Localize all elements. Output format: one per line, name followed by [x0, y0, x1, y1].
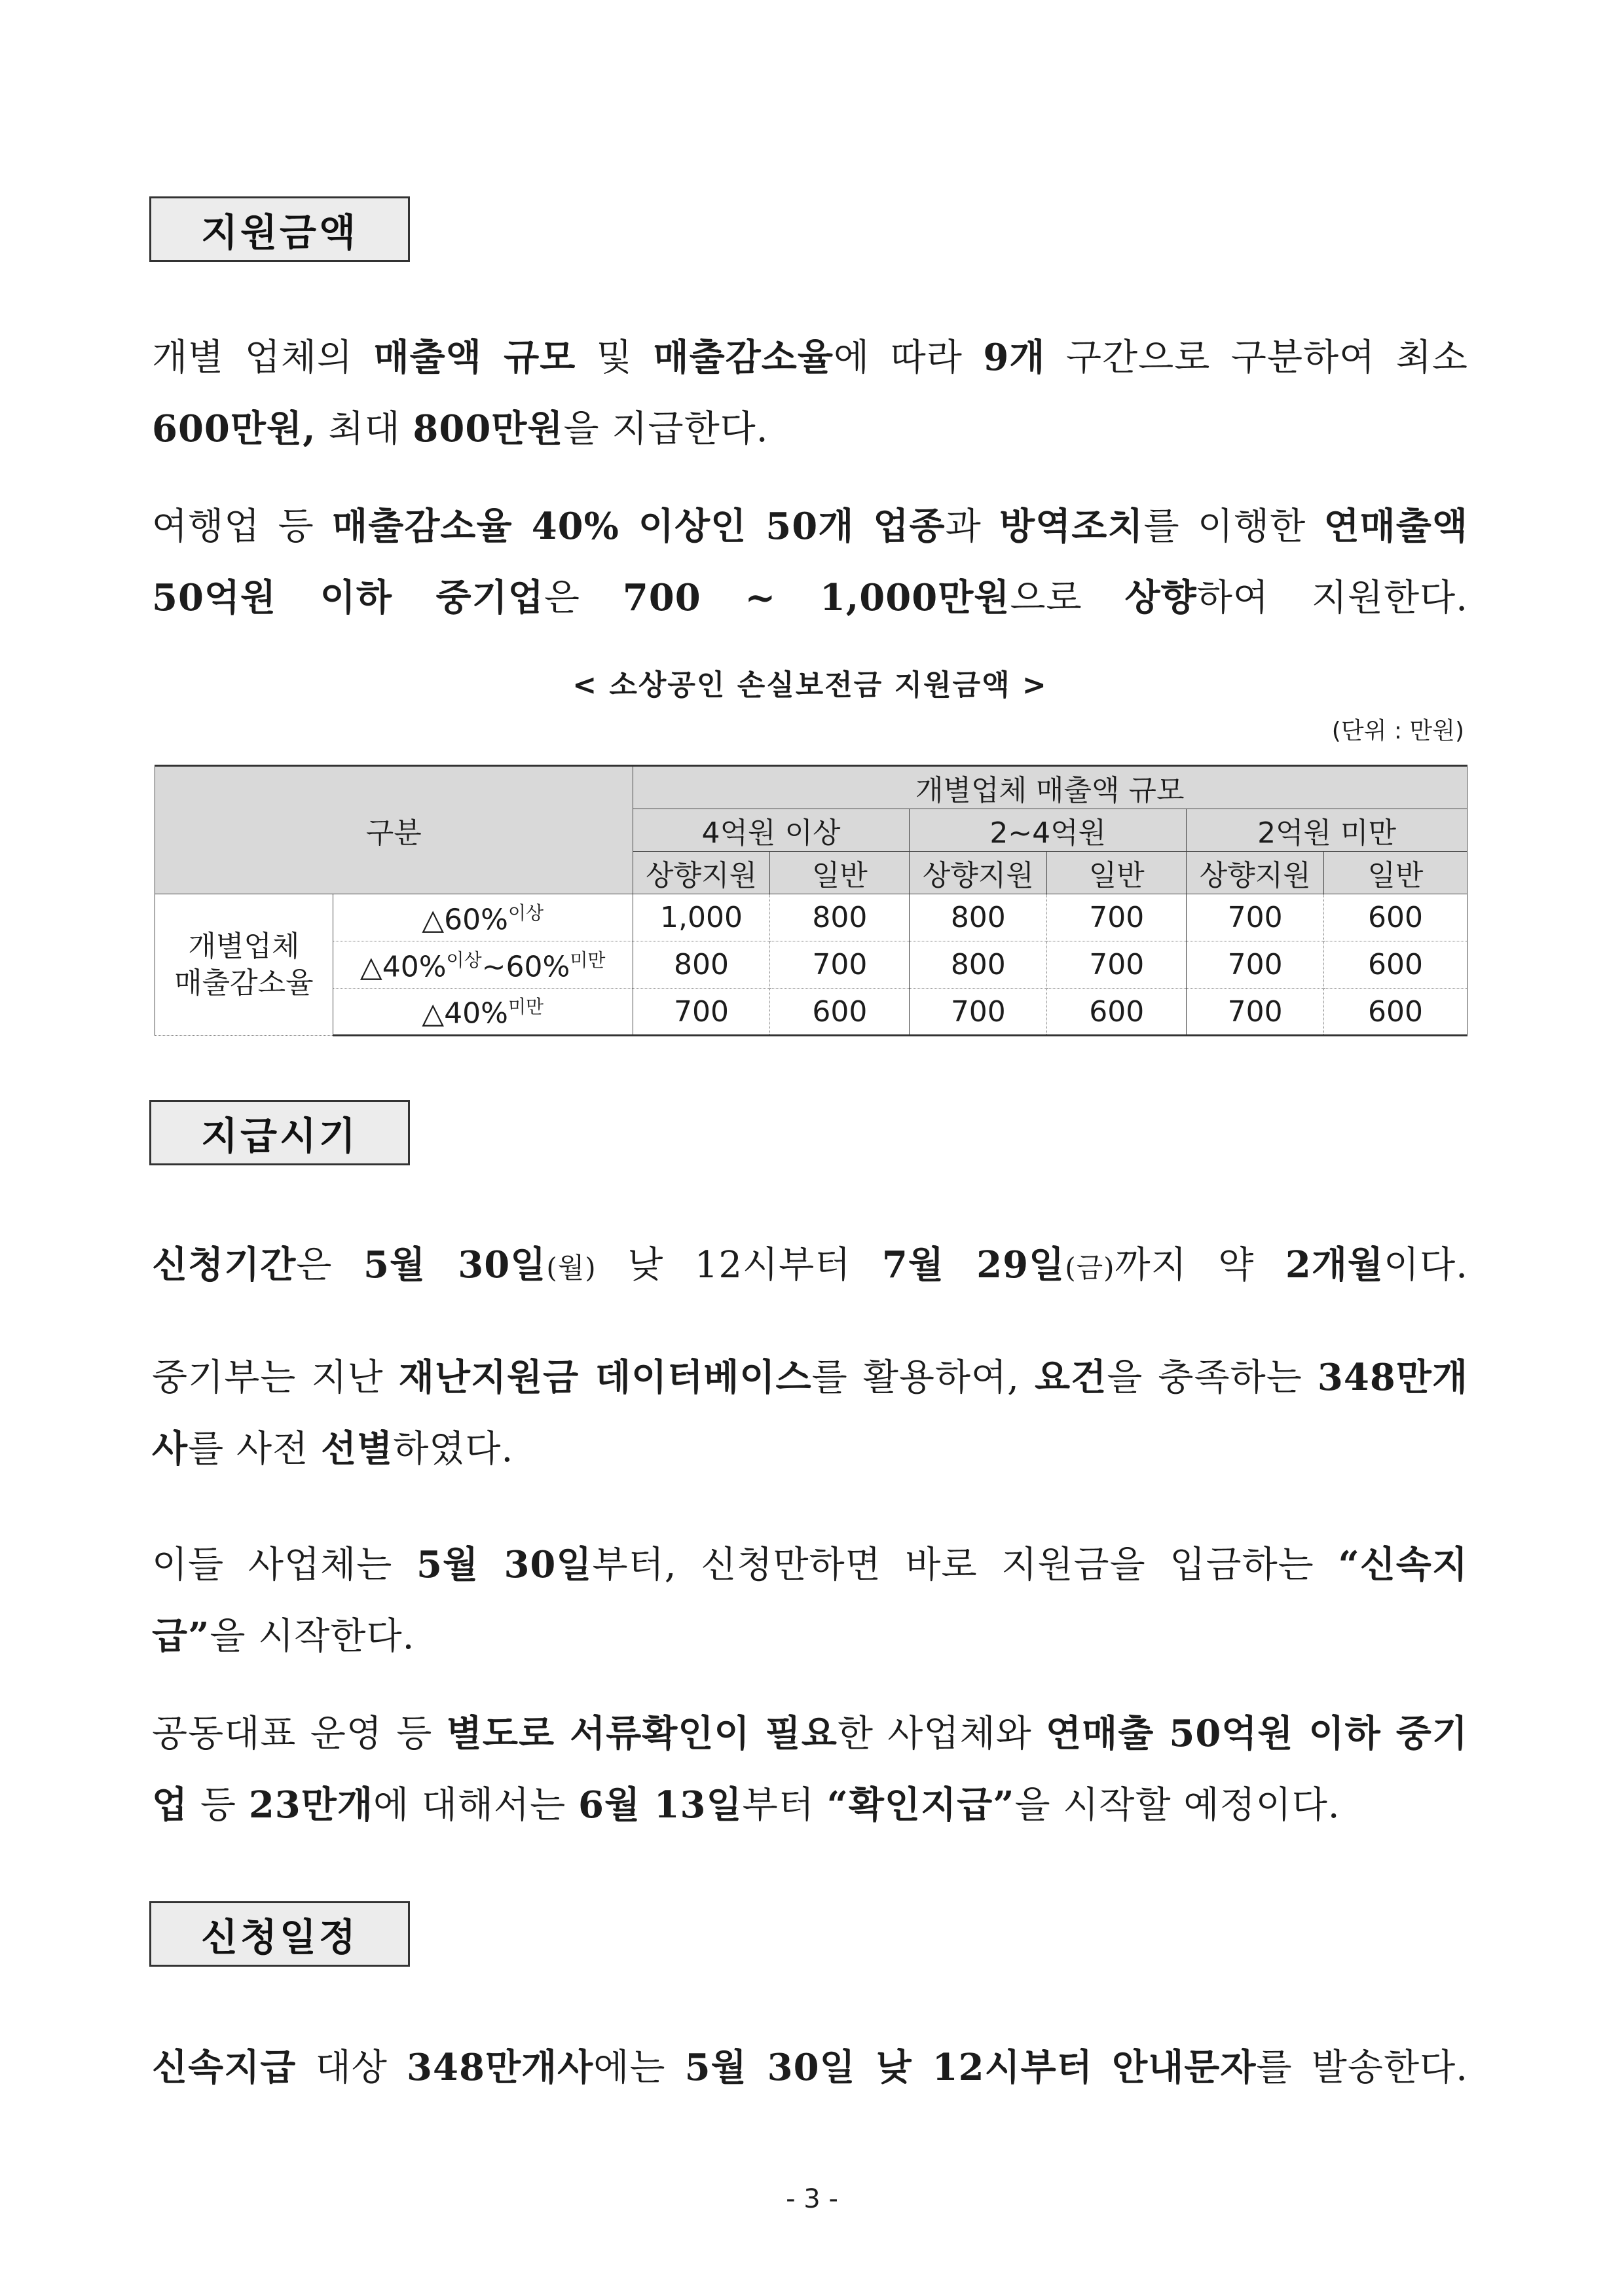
table-cell: 600: [1324, 894, 1467, 941]
timing-paragraph-1: 신청기간은 5월 30일(월) 낮 12시부터 7월 29일(금)까지 약 2개월이다.: [152, 1243, 1469, 1286]
support-amount-table: [155, 765, 1467, 1036]
table-row: [155, 989, 1467, 1036]
table-cell: 800: [910, 894, 1047, 941]
table-subheader-up: 상향지원: [633, 852, 770, 894]
table-cell: 800: [910, 941, 1047, 989]
table-cell: 700: [1047, 941, 1187, 989]
table-cell: 700: [1187, 989, 1324, 1036]
table-cell: 600: [1047, 989, 1187, 1036]
table-cell: 800: [633, 941, 770, 989]
section-heading-schedule-label: 신청일정: [200, 1915, 359, 1959]
table-cell: 700: [633, 989, 770, 1036]
row-label: △60%$^{이상}$: [333, 894, 633, 941]
section-heading-amount: [149, 196, 410, 262]
table-cell: 600: [770, 989, 910, 1036]
section-heading-timing: [149, 1100, 410, 1165]
page-number: - 3 -: [786, 2184, 838, 2214]
section-heading-schedule: [149, 1901, 410, 1967]
schedule-paragraph-1: 신속지급 대상 348만개사에는 5월 30일 낮 12시부터 안내문자를 발송한다.: [152, 2046, 1468, 2089]
table-cell: 1,000: [633, 894, 770, 941]
table-row: [155, 894, 1467, 941]
table-cell: 700: [1187, 941, 1324, 989]
amount-paragraph-2: 여행업 등 매출감소율 40% 이상인 50개 업종과 방역조치를 이행한 연매출액 50억원 이하 중기업은 700 ~ 1,000만원으로 상향하여 지원한다.: [152, 505, 1469, 619]
table-top-header: 개별업체 매출액 규모: [633, 766, 1467, 809]
amount-paragraph-1: 개별 업체의 매출액 규모 및 매출감소율에 따라 9개 구간으로 구분하여 최소 600만원, 최대 800만원을 지급한다.: [152, 336, 1468, 450]
table-group-header: 2~4억원: [910, 809, 1187, 852]
section-heading-timing-label: 지급시기: [200, 1114, 359, 1158]
table-subheader-general: 일반: [1324, 852, 1467, 894]
table-cell: 700: [1187, 894, 1324, 941]
table-group-header: 2억원 미만: [1187, 809, 1467, 852]
timing-paragraph-4: 공동대표 운영 등 별도로 서류확인이 필요한 사업체와 연매출 50억원 이하 중기업 등 23만개에 대해서는 6월 13일부터 “확인지급”을 시작할 예정이다.: [152, 1712, 1468, 1827]
row-label: △40%$^{미만}$: [333, 989, 633, 1036]
table-subheader-general: 일반: [770, 852, 910, 894]
table-subheader-general: 일반: [1047, 852, 1187, 894]
table-cell: 700: [770, 941, 910, 989]
row-label: △40%$^{이상}$~60%$^{미만}$: [333, 941, 633, 989]
table-cell: 600: [1324, 941, 1467, 989]
table-cell: 600: [1324, 989, 1467, 1036]
section-heading-amount-label: 지원금액: [200, 210, 359, 255]
table-cell: 700: [910, 989, 1047, 1036]
table-unit: (단위 : 만원): [1331, 718, 1464, 744]
table-caption: < 소상공인 손실보전금 지원금액 >: [572, 668, 1048, 702]
table-cell: 700: [1047, 894, 1187, 941]
table-subheader-up: 상향지원: [910, 852, 1047, 894]
table-corner-header: 구분: [155, 766, 633, 894]
table-row: [155, 941, 1467, 989]
table-cell: 800: [770, 894, 910, 941]
row-group-label: 개별업체 매출감소율: [155, 894, 333, 1036]
table-subheader-up: 상향지원: [1187, 852, 1324, 894]
timing-paragraph-2: 중기부는 지난 재난지원금 데이터베이스를 활용하여, 요건을 충족하는 348만개사를 사전 선별하였다.: [152, 1356, 1468, 1470]
timing-paragraph-3: 이들 사업체는 5월 30일부터, 신청만하면 바로 지원금을 입금하는 “신속지급”을 시작한다.: [152, 1543, 1468, 1658]
table-group-header: 4억원 이상: [633, 809, 910, 852]
